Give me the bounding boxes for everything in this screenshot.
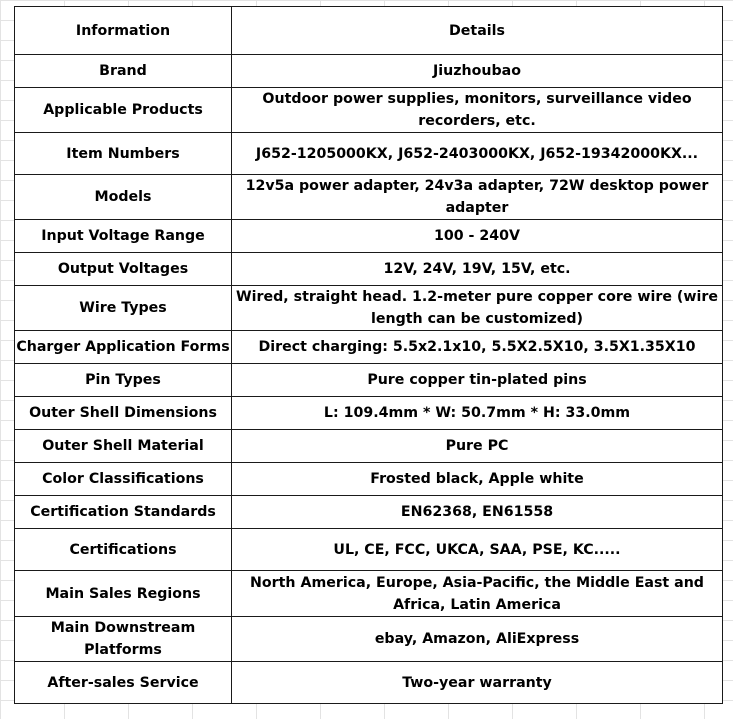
row-value: Frosted black, Apple white (232, 463, 723, 496)
row-value: Two-year warranty (232, 662, 723, 704)
table-header-row (15, 7, 723, 55)
row-value: Outdoor power supplies, monitors, surveillance video recorders, etc. (232, 88, 723, 133)
row-label: Outer Shell Dimensions (15, 397, 232, 430)
row-label: Certifications (15, 529, 232, 571)
row-label: Item Numbers (15, 133, 232, 175)
row-label: Main Downstream Platforms (15, 617, 232, 662)
row-value: North America, Europe, Asia-Pacific, the Middle East and Africa, Latin America (232, 571, 723, 617)
header-information: Information (15, 7, 232, 55)
row-value: Direct charging: 5.5x2.1x10, 5.5X2.5X10, 3.5X1.35X10 (232, 331, 723, 364)
table-row (15, 617, 723, 662)
table-row (15, 55, 723, 88)
row-label: Charger Application Forms (15, 331, 232, 364)
row-label: Models (15, 175, 232, 220)
row-value: Pure PC (232, 430, 723, 463)
row-label: After-sales Service (15, 662, 232, 704)
table-row (15, 133, 723, 175)
row-value: 12V, 24V, 19V, 15V, etc. (232, 253, 723, 286)
row-value: UL, CE, FCC, UKCA, SAA, PSE, KC..... (232, 529, 723, 571)
row-value: Jiuzhoubao (232, 55, 723, 88)
table-row (15, 571, 723, 617)
row-label: Outer Shell Material (15, 430, 232, 463)
row-value: ebay, Amazon, AliExpress (232, 617, 723, 662)
table-row (15, 253, 723, 286)
table-row (15, 331, 723, 364)
table-row (15, 397, 723, 430)
row-label: Certification Standards (15, 496, 232, 529)
table-row (15, 175, 723, 220)
table-row (15, 463, 723, 496)
table-row (15, 286, 723, 331)
row-value: 100 - 240V (232, 220, 723, 253)
row-value: Wired, straight head. 1.2-meter pure copper core wire (wire length can be customized) (232, 286, 723, 331)
table-row (15, 88, 723, 133)
row-value: 12v5a power adapter, 24v3a adapter, 72W desktop power adapter (232, 175, 723, 220)
table-row (15, 364, 723, 397)
row-label: Brand (15, 55, 232, 88)
header-details: Details (232, 7, 723, 55)
row-label: Input Voltage Range (15, 220, 232, 253)
row-value: L: 109.4mm * W: 50.7mm * H: 33.0mm (232, 397, 723, 430)
row-label: Pin Types (15, 364, 232, 397)
row-label: Applicable Products (15, 88, 232, 133)
row-label: Wire Types (15, 286, 232, 331)
table-row (15, 220, 723, 253)
row-value: EN62368, EN61558 (232, 496, 723, 529)
table-row (15, 430, 723, 463)
row-label: Color Classifications (15, 463, 232, 496)
row-value: Pure copper tin-plated pins (232, 364, 723, 397)
spec-table (14, 6, 723, 704)
row-label: Main Sales Regions (15, 571, 232, 617)
table-row (15, 529, 723, 571)
row-label: Output Voltages (15, 253, 232, 286)
row-value: J652-1205000KX, J652-2403000KX, J652-19342000KX... (232, 133, 723, 175)
table-row (15, 496, 723, 529)
table-row (15, 662, 723, 704)
